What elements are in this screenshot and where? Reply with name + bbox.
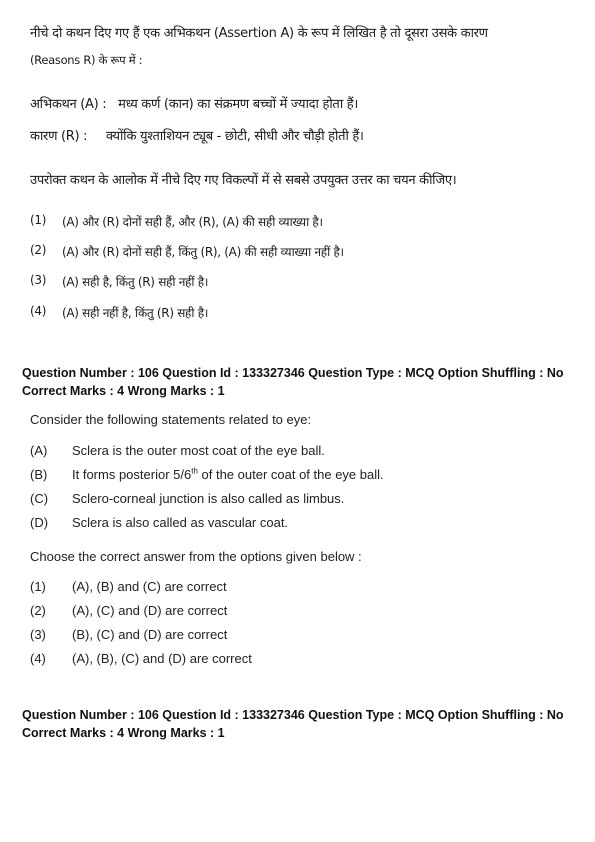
statement-text: Sclero-corneal junction is also called as limbus. [72, 491, 345, 506]
statement-text: Sclera is the outer most coat of the eye ball. [72, 443, 325, 458]
statement-a [30, 443, 570, 461]
english-option-2[interactable] [30, 603, 570, 621]
reason-row [30, 126, 364, 144]
option-text: (B), (C) and (D) are correct [72, 627, 228, 642]
assertion-row [30, 94, 358, 112]
english-option-4[interactable] [30, 651, 570, 669]
english-question-stem: Consider the following statements related to eye: [30, 412, 312, 427]
statement-text-superscript: th [191, 466, 198, 476]
option-text: (A) सही है, किंतु (R) सही नहीं है। [62, 275, 209, 289]
option-number: (4) [30, 304, 47, 318]
hindi-option-2[interactable] [30, 243, 570, 261]
question-meta-2 [22, 706, 577, 742]
assertion-label: अभिकथन (A) : [30, 97, 107, 112]
option-text: (A), (B), (C) and (D) are correct [72, 651, 252, 666]
option-text: (A) और (R) दोनों सही हैं, किंतु (R), (A) की सही व्याख्या नहीं है। [62, 245, 344, 259]
statement-b [30, 467, 570, 485]
assertion-text: मध्य कर्ण (कान) का संक्रमण बच्चों में ज्यादा होता हैं। [118, 97, 358, 112]
statement-text [72, 467, 384, 482]
question-meta-1 [22, 364, 577, 400]
option-number: (3) [30, 627, 46, 642]
statement-text-post: of the outer coat of the eye ball. [197, 467, 384, 482]
english-instruction: Choose the correct answer from the options given below : [30, 549, 362, 564]
question-meta-line-2: Correct Marks : 4 Wrong Marks : 1 [22, 726, 225, 740]
hindi-intro-line-1: नीचे दो कथन दिए गए हैं एक अभिकथन (Assertion A) के रूप में लिखित है तो दूसरा उसके कारण [30, 26, 488, 41]
statement-text-pre: It forms posterior 5/6 [72, 467, 192, 482]
hindi-option-3[interactable] [30, 273, 570, 291]
option-number: (3) [30, 273, 47, 287]
statement-number: (D) [30, 515, 49, 530]
option-text: (A) सही नहीं है, किंतु (R) सही है। [62, 306, 209, 320]
statement-number: (B) [30, 467, 48, 482]
reason-label: कारण (R) : [30, 129, 88, 144]
reason-text: क्योंकि युश्ताशियन ट्यूब - छोटी, सीधी और चौड़ी होती हैं। [105, 129, 364, 144]
statement-c [30, 491, 570, 509]
hindi-intro-line-2: (Reasons R) के रूप में : [30, 53, 143, 67]
option-text: (A), (C) and (D) are correct [72, 603, 228, 618]
option-number: (2) [30, 243, 47, 257]
hindi-instruction: उपरोक्त कथन के आलोक में नीचे दिए गए विकल्पों में से सबसे उपयुक्त उत्तर का चयन कीजिए। [30, 173, 457, 188]
hindi-intro [30, 24, 570, 70]
option-number: (1) [30, 579, 46, 594]
option-text: (A) और (R) दोनों सही हैं, और (R), (A) की सही व्याख्या है। [62, 215, 323, 229]
question-meta-line-1: Question Number : 106 Question Id : 133327346 Question Type : MCQ Option Shuffling : No [22, 708, 564, 722]
question-meta-line-1: Question Number : 106 Question Id : 133327346 Question Type : MCQ Option Shuffling : No [22, 366, 564, 380]
statement-text: Sclera is also called as vascular coat. [72, 515, 289, 530]
english-option-3[interactable] [30, 627, 570, 645]
option-text: (A), (B) and (C) are correct [72, 579, 227, 594]
option-number: (4) [30, 651, 46, 666]
statement-d [30, 515, 570, 533]
option-number: (2) [30, 603, 46, 618]
question-meta-line-2: Correct Marks : 4 Wrong Marks : 1 [22, 384, 225, 398]
option-number: (1) [30, 213, 47, 227]
statement-number: (A) [30, 443, 48, 458]
hindi-option-4[interactable] [30, 304, 570, 322]
hindi-option-1[interactable] [30, 213, 570, 231]
statement-number: (C) [30, 491, 49, 506]
english-option-1[interactable] [30, 579, 570, 597]
